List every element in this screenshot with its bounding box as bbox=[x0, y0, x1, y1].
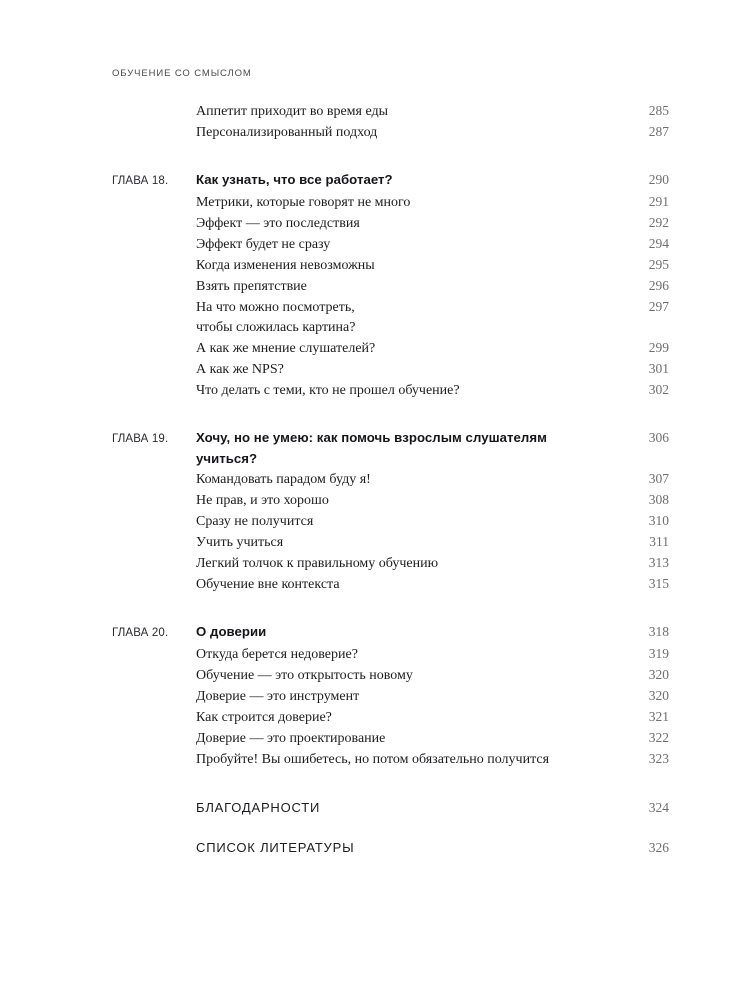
chapter-title: Как узнать, что все работает? bbox=[196, 172, 393, 187]
toc-row-title-continuation: учиться? bbox=[196, 451, 258, 466]
toc-row-title: Взять препятствие bbox=[196, 279, 307, 294]
toc-row-page-number: 308 bbox=[648, 492, 669, 507]
toc-row-page-number: 315 bbox=[648, 576, 669, 591]
toc-row-page-number: 291 bbox=[648, 194, 669, 209]
toc-entry-row[interactable] bbox=[112, 276, 669, 297]
toc-row-page-number bbox=[623, 297, 669, 317]
toc-body bbox=[112, 101, 669, 858]
toc-row-page-number: 313 bbox=[648, 555, 669, 570]
toc-row-title: Пробуйте! Вы ошибетесь, но потом обязательно получится bbox=[196, 752, 550, 767]
toc-row-title: Легкий толчок к правильному обучению bbox=[196, 556, 439, 571]
toc-row-title: Обучение вне контекста bbox=[196, 577, 340, 592]
toc-matter-spacer bbox=[112, 818, 669, 838]
toc-row-page-number: 285 bbox=[648, 103, 669, 118]
toc-entry-row[interactable] bbox=[112, 644, 669, 665]
toc-row-page-number: 287 bbox=[648, 124, 669, 139]
matter-title: БЛАГОДАРНОСТИ bbox=[196, 800, 321, 815]
toc-row-title: Метрики, которые говорят не много bbox=[196, 195, 411, 210]
chapter-title: О доверии bbox=[196, 624, 267, 639]
toc-entry-row[interactable] bbox=[112, 469, 669, 490]
toc-row-title: На что можно посмотреть, чтобы сложилась картина? bbox=[196, 298, 623, 338]
toc-entry-row[interactable] bbox=[112, 707, 669, 728]
chapter-label: ГЛАВА 18. bbox=[112, 175, 169, 187]
toc-row-page-number: 302 bbox=[648, 382, 669, 397]
chapter-label: ГЛАВА 20. bbox=[112, 627, 169, 639]
toc-chapter-row[interactable] bbox=[112, 427, 669, 469]
toc-entry-row[interactable] bbox=[112, 338, 669, 359]
toc-row-title: Персонализированный подход bbox=[196, 125, 378, 140]
toc-row-page-number: 290 bbox=[648, 172, 669, 187]
toc-row-title: Что делать с теми, кто не прошел обучение? bbox=[196, 383, 460, 398]
toc-row-title: А как же NPS? bbox=[196, 362, 284, 377]
toc-row-title: А как же мнение слушателей? bbox=[196, 341, 376, 356]
toc-chapter-row[interactable] bbox=[112, 621, 669, 644]
toc-entry-row[interactable] bbox=[112, 380, 669, 401]
toc-entry-row[interactable] bbox=[112, 101, 669, 122]
toc-matter-spacer bbox=[112, 770, 669, 798]
toc-entry-row[interactable] bbox=[112, 511, 669, 532]
toc-entry-row[interactable] bbox=[112, 728, 669, 749]
toc-entry-row[interactable] bbox=[112, 122, 669, 143]
toc-row-page-number: 323 bbox=[648, 751, 669, 766]
toc-row-page-number: 307 bbox=[648, 471, 669, 486]
toc-entry-row[interactable] bbox=[112, 665, 669, 686]
toc-row-title: Обучение — это открытость новому bbox=[196, 668, 413, 683]
toc-row-title: Откуда берется недоверие? bbox=[196, 647, 358, 662]
toc-row-title: Доверие — это проектирование bbox=[196, 731, 386, 746]
toc-row-title: Аппетит приходит во время еды bbox=[196, 104, 389, 119]
toc-row-page-number: 294 bbox=[648, 236, 669, 251]
page-number-value: 297 bbox=[648, 299, 669, 314]
toc-row-page-number: 296 bbox=[648, 278, 669, 293]
toc-row-title: Когда изменения невозможны bbox=[196, 258, 375, 273]
toc-entry-row[interactable] bbox=[112, 213, 669, 234]
toc-row-page-number: 299 bbox=[648, 340, 669, 355]
toc-row-title-continuation: чтобы сложилась картина? bbox=[196, 320, 356, 335]
toc-row-title: Доверие — это инструмент bbox=[196, 689, 360, 704]
toc-entry-row[interactable] bbox=[112, 234, 669, 255]
toc-entry-row[interactable] bbox=[112, 749, 669, 770]
toc-block-spacer bbox=[112, 143, 669, 169]
matter-title: СПИСОК ЛИТЕРАТУРЫ bbox=[196, 840, 355, 855]
toc-row-title: Как строится доверие? bbox=[196, 710, 332, 725]
toc-row-title: Командовать парадом буду я! bbox=[196, 472, 371, 487]
toc-entry-row[interactable] bbox=[112, 192, 669, 213]
toc-entry-row[interactable] bbox=[112, 255, 669, 276]
toc-row-page-number: 320 bbox=[648, 688, 669, 703]
toc-matter-row[interactable] bbox=[112, 838, 669, 858]
chapter-label: ГЛАВА 19. bbox=[112, 433, 169, 445]
toc-entry-row[interactable] bbox=[112, 490, 669, 511]
toc-matter-row[interactable] bbox=[112, 798, 669, 818]
toc-row-page-number: 322 bbox=[648, 730, 669, 745]
toc-entry-row[interactable] bbox=[112, 574, 669, 595]
toc-block-spacer bbox=[112, 401, 669, 427]
toc-row-page-number: 310 bbox=[648, 513, 669, 528]
toc-entry-row[interactable] bbox=[112, 359, 669, 380]
toc-row-page-number: 326 bbox=[648, 840, 669, 855]
toc-entry-row[interactable] bbox=[112, 297, 669, 338]
toc-row-title: Не прав, и это хорошо bbox=[196, 493, 329, 508]
toc-row-page-number: 311 bbox=[649, 534, 669, 549]
toc-row-page-number: 301 bbox=[648, 361, 669, 376]
toc-row-title: Сразу не получится bbox=[196, 514, 314, 529]
toc-row-title: Учить учиться bbox=[196, 535, 284, 550]
toc-row-page-number: 295 bbox=[648, 257, 669, 272]
table-of-contents bbox=[112, 101, 669, 858]
toc-row-title: Эффект будет не сразу bbox=[196, 237, 331, 252]
toc-row-page-number: 320 bbox=[648, 667, 669, 682]
toc-chapter-row[interactable] bbox=[112, 169, 669, 192]
toc-row-page-number: 321 bbox=[648, 709, 669, 724]
toc-block-spacer bbox=[112, 595, 669, 621]
toc-row-page-number: 318 bbox=[648, 624, 669, 639]
chapter-title: Хочу, но не умею: как помочь взрослым слушателям учиться? bbox=[196, 427, 623, 469]
toc-entry-row[interactable] bbox=[112, 553, 669, 574]
running-head: ОБУЧЕНИЕ СО СМЫСЛОМ bbox=[112, 68, 252, 79]
page-number-value: 306 bbox=[648, 430, 669, 445]
toc-row-page-number: 324 bbox=[648, 800, 669, 815]
toc-row-page-number: 292 bbox=[648, 215, 669, 230]
toc-row-title: Эффект — это последствия bbox=[196, 216, 360, 231]
toc-entry-row[interactable] bbox=[112, 686, 669, 707]
toc-row-page-number: 319 bbox=[648, 646, 669, 661]
toc-entry-row[interactable] bbox=[112, 532, 669, 553]
toc-row-page-number bbox=[623, 427, 669, 448]
